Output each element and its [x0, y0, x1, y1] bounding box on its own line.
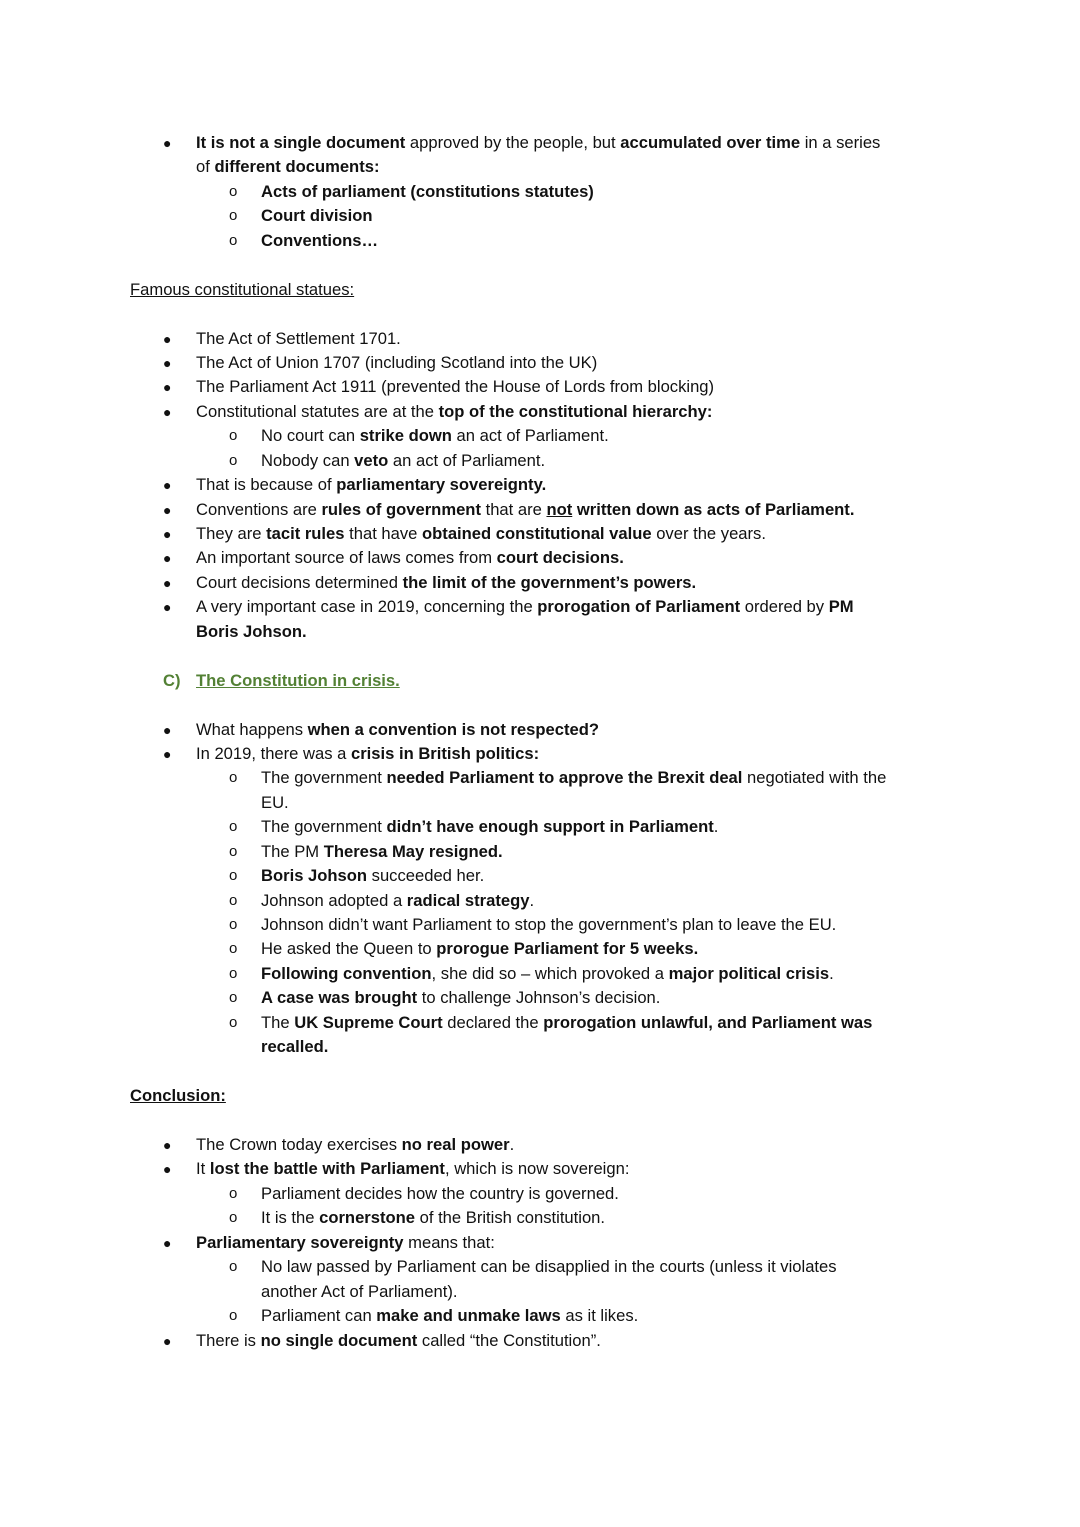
bold-text: written down as acts of Parliament.: [572, 499, 855, 519]
line-text: [196, 473, 546, 497]
bullet-icon: ●: [163, 477, 172, 494]
hollow-bullet-icon: o: [229, 818, 238, 836]
hollow-bullet-icon: o: [229, 1307, 238, 1325]
sub-bullet-item: [130, 815, 1030, 839]
bullet-icon: ●: [163, 354, 172, 371]
bold-text: accumulated over time: [620, 133, 801, 152]
hollow-bullet-icon: o: [229, 867, 238, 885]
blank-line: [130, 1109, 1030, 1133]
blank-line: [130, 693, 1030, 717]
text: over the years.: [651, 524, 766, 544]
text: Famous constitutional statues:: [130, 279, 355, 299]
hollow-bullet-icon: o: [229, 891, 238, 909]
line-text: [196, 718, 599, 742]
line-text: [261, 864, 484, 888]
bullet-item: [130, 1329, 1030, 1353]
line-text: [196, 131, 880, 180]
text: an act of Parliament.: [451, 426, 609, 446]
bold-text: UK Supreme Court: [294, 1012, 443, 1032]
line-text: [196, 669, 400, 693]
text: that are: [480, 499, 547, 519]
hollow-bullet-icon: o: [229, 916, 238, 934]
text: .: [509, 1135, 515, 1154]
bold-text: crisis in British politics:: [350, 743, 540, 763]
hollow-bullet-icon: o: [229, 427, 238, 445]
hollow-bullet-icon: o: [229, 1258, 238, 1276]
line-text: [261, 1255, 837, 1304]
text: Court decisions determined: [196, 572, 403, 592]
text: The Act of Union 1707 (including Scotland into the UK): [196, 352, 598, 372]
line-text: [196, 571, 696, 595]
bullet-item: [130, 498, 1030, 522]
hollow-bullet-icon: o: [229, 940, 238, 958]
line-text: [261, 840, 503, 864]
blank-line: [130, 302, 1030, 326]
bold-text: didn’t have enough support in Parliament: [386, 817, 714, 837]
text: called “the Constitution”.: [417, 1330, 601, 1350]
hollow-bullet-icon: o: [229, 207, 238, 225]
sub-bullet-item: [130, 913, 1030, 937]
bold-text: A case was brought: [261, 988, 418, 1008]
bold-text: It is not a single document: [196, 133, 406, 152]
text: That is because of: [196, 475, 337, 495]
bullet-item: [130, 1133, 1030, 1157]
bullet-icon: ●: [163, 599, 172, 616]
line-text: [196, 498, 854, 522]
text: as it likes.: [560, 1306, 639, 1326]
text: It: [196, 1159, 210, 1179]
sub-bullet-item: [130, 180, 1030, 204]
text: EU.: [261, 792, 289, 812]
text: What happens: [196, 719, 308, 739]
text: of the British constitution.: [415, 1208, 606, 1228]
bold-text: the limit of the government’s powers.: [402, 572, 697, 592]
bullet-item: [130, 351, 1030, 375]
text: , she did so – which provoked a: [431, 963, 669, 983]
blank-line: [130, 253, 1030, 277]
line-text: [130, 1086, 226, 1105]
hollow-bullet-icon: o: [229, 1013, 238, 1031]
hollow-bullet-icon: o: [229, 231, 238, 249]
blank-line: [130, 644, 1030, 668]
sub-bullet-item: [130, 864, 1030, 888]
line-text: [261, 766, 886, 815]
text: He asked the Queen to: [261, 939, 437, 959]
bullet-icon: ●: [163, 379, 172, 396]
text: to challenge Johnson’s decision.: [417, 988, 661, 1008]
text: No law passed by Parliament can be disapplied in the courts (unless it violates: [261, 1257, 837, 1277]
bold-text: when a convention is not respected?: [307, 719, 599, 739]
bold-text: major political crisis: [668, 963, 830, 983]
line-text: [261, 937, 698, 961]
bold-text: cornerstone: [319, 1208, 416, 1228]
text: , which is now sovereign:: [444, 1159, 630, 1179]
text: Parliament can: [261, 1306, 377, 1326]
hollow-bullet-icon: o: [229, 451, 238, 469]
text: There is: [196, 1330, 261, 1350]
text: declared the: [442, 1012, 544, 1032]
document-page: [130, 131, 1030, 1353]
bold-text: court decisions.: [496, 548, 624, 568]
text: .: [529, 890, 535, 910]
text: Conclusion:: [130, 1086, 226, 1106]
bullet-item: [130, 1231, 1030, 1255]
text: another Act of Parliament).: [261, 1281, 458, 1301]
line-text: [261, 449, 545, 473]
sub-bullet-item: [130, 229, 1030, 253]
bullet-icon: ●: [163, 501, 172, 518]
line-text: [196, 546, 624, 570]
line-text: [261, 1304, 638, 1328]
line-text: [130, 280, 354, 299]
text: in a series: [800, 133, 881, 152]
line-text: [261, 889, 534, 913]
sub-bullet-item: [130, 1182, 1030, 1206]
text: It is the: [261, 1208, 320, 1228]
text: ordered by: [740, 597, 829, 617]
sub-bullet-item: [130, 766, 1030, 815]
sub-bullet-item: [130, 1011, 1030, 1060]
bullet-icon: ●: [163, 1161, 172, 1178]
bullet-item: [130, 522, 1030, 546]
bold-text: prorogation of Parliament: [537, 597, 741, 617]
text: The Constitution in crisis.: [196, 670, 400, 690]
sub-bullet-item: [130, 1206, 1030, 1230]
bullet-item: [130, 131, 1030, 180]
line-text: [196, 327, 401, 351]
line-text: [196, 1133, 514, 1157]
bullet-item: [130, 1157, 1030, 1181]
text: Johnson adopted a: [261, 890, 407, 910]
bullet-item: [130, 327, 1030, 351]
blank-line: [130, 1060, 1030, 1084]
bullet-icon: ●: [163, 745, 172, 762]
line-text: [261, 180, 594, 204]
text: of: [196, 157, 215, 177]
text: The PM: [261, 841, 324, 861]
text: No court can: [261, 426, 360, 446]
line-text: [196, 351, 597, 375]
line-text: [261, 986, 660, 1010]
bullet-item: [130, 718, 1030, 742]
bullet-item: [130, 742, 1030, 766]
bullet-icon: ●: [163, 550, 172, 567]
text: The government: [261, 817, 387, 837]
bold-text: obtained constitutional value: [422, 524, 652, 544]
bold-text: Following convention: [261, 963, 432, 983]
bullet-item: [130, 400, 1030, 424]
bold-text: lost the battle with Parliament: [209, 1159, 445, 1179]
bullet-icon: ●: [163, 403, 172, 420]
text: that have: [344, 524, 423, 544]
hollow-bullet-icon: o: [229, 989, 238, 1007]
bold-text: veto: [354, 450, 389, 470]
hollow-bullet-icon: o: [229, 182, 238, 200]
line-text: [196, 595, 854, 644]
bold-text: different documents:: [214, 157, 380, 177]
line-text: [196, 400, 712, 424]
hollow-bullet-icon: o: [229, 842, 238, 860]
text: means that:: [403, 1232, 495, 1252]
section-heading: [130, 1084, 1030, 1108]
line-text: [261, 1011, 872, 1060]
bold-text: strike down: [359, 426, 452, 446]
text: .: [713, 817, 719, 837]
bold-text: recalled.: [261, 1037, 329, 1057]
sub-bullet-item: [130, 424, 1030, 448]
text: The government: [261, 768, 387, 788]
text: Nobody can: [261, 450, 355, 470]
bold-text: tacit rules: [266, 524, 345, 544]
bold-text: prorogation unlawful, and Parliament was: [543, 1012, 873, 1032]
sub-bullet-item: [130, 1255, 1030, 1304]
sub-bullet-item: [130, 1304, 1030, 1328]
bullet-icon: ●: [163, 1332, 172, 1349]
bullet-icon: ●: [163, 526, 172, 543]
bold-text: needed Parliament to approve the Brexit deal: [386, 768, 743, 788]
hollow-bullet-icon: o: [229, 1209, 238, 1227]
text: In 2019, there was a: [196, 743, 351, 763]
hollow-bullet-icon: o: [229, 964, 238, 982]
text: An important source of laws comes from: [196, 548, 497, 568]
bold-text: Boris Johson: [261, 866, 368, 886]
bullet-icon: ●: [163, 1137, 172, 1153]
text: The: [261, 1012, 295, 1032]
bullet-item: [130, 375, 1030, 399]
text: The Crown today exercises: [196, 1135, 402, 1154]
bold-text: top of the constitutional hierarchy:: [438, 401, 713, 421]
bold-text: Conventions…: [261, 230, 379, 250]
bullet-item: [130, 546, 1030, 570]
line-text: [261, 424, 609, 448]
line-text: [196, 1157, 629, 1181]
bold-text: make and unmake laws: [376, 1306, 561, 1326]
text: an act of Parliament.: [388, 450, 546, 470]
subsection-heading: [130, 669, 1030, 693]
bullet-item: [130, 595, 1030, 644]
sub-bullet-item: [130, 840, 1030, 864]
line-text: [261, 204, 373, 228]
hollow-bullet-icon: o: [229, 769, 238, 787]
bullet-icon: ●: [163, 574, 172, 591]
text: The Parliament Act 1911 (prevented the House of Lords from blocking): [196, 377, 715, 397]
line-text: [196, 742, 539, 766]
bold-text: not: [546, 499, 573, 519]
bold-text: Acts of parliament (constitutions statutes): [261, 181, 594, 201]
bold-text: no single document: [260, 1330, 418, 1350]
bold-text: prorogue Parliament for 5 weeks.: [436, 939, 699, 959]
line-text: [261, 815, 718, 839]
sub-bullet-item: [130, 889, 1030, 913]
bullet-icon: ●: [163, 1234, 172, 1251]
section-heading: [130, 278, 1030, 302]
hollow-bullet-icon: o: [229, 1184, 238, 1202]
text: The Act of Settlement 1701.: [196, 328, 401, 348]
text: A very important case in 2019, concerning the: [196, 597, 538, 617]
sub-bullet-item: [130, 937, 1030, 961]
sub-bullet-item: [130, 986, 1030, 1010]
bullet-icon: ●: [163, 721, 172, 738]
line-text: [196, 1231, 495, 1255]
bold-text: no real power: [401, 1135, 510, 1154]
line-text: [261, 229, 378, 253]
line-text: [261, 913, 836, 937]
bold-text: Boris Johson.: [196, 621, 307, 641]
text: negotiated with the: [742, 768, 887, 788]
text: approved by the people, but: [405, 133, 621, 152]
text: Johnson didn’t want Parliament to stop the government’s plan to leave the EU.: [261, 915, 837, 935]
bullet-icon: ●: [163, 135, 172, 151]
line-text: [196, 522, 766, 546]
line-text: [261, 1182, 619, 1206]
text: succeeded her.: [367, 866, 485, 886]
section-letter: C): [163, 670, 181, 690]
sub-bullet-item: [130, 449, 1030, 473]
line-text: [261, 1206, 605, 1230]
text: Parliament decides how the country is governed.: [261, 1183, 619, 1203]
sub-bullet-item: [130, 204, 1030, 228]
bold-text: Parliamentary sovereignty: [196, 1232, 404, 1252]
bullet-item: [130, 473, 1030, 497]
line-text: [261, 962, 834, 986]
bold-text: Court division: [261, 206, 373, 226]
text: Conventions are: [196, 499, 322, 519]
line-text: [196, 1329, 601, 1353]
bullet-item: [130, 571, 1030, 595]
bold-text: PM: [828, 597, 854, 617]
bold-text: rules of government: [321, 499, 481, 519]
text: They are: [196, 524, 267, 544]
bold-text: Theresa May resigned.: [323, 841, 503, 861]
bullet-icon: ●: [163, 330, 172, 347]
text: Constitutional statutes are at the: [196, 401, 439, 421]
sub-bullet-item: [130, 962, 1030, 986]
text: .: [829, 963, 834, 983]
bold-text: parliamentary sovereignty.: [336, 475, 547, 495]
bold-text: radical strategy: [406, 890, 530, 910]
line-text: [196, 375, 714, 399]
